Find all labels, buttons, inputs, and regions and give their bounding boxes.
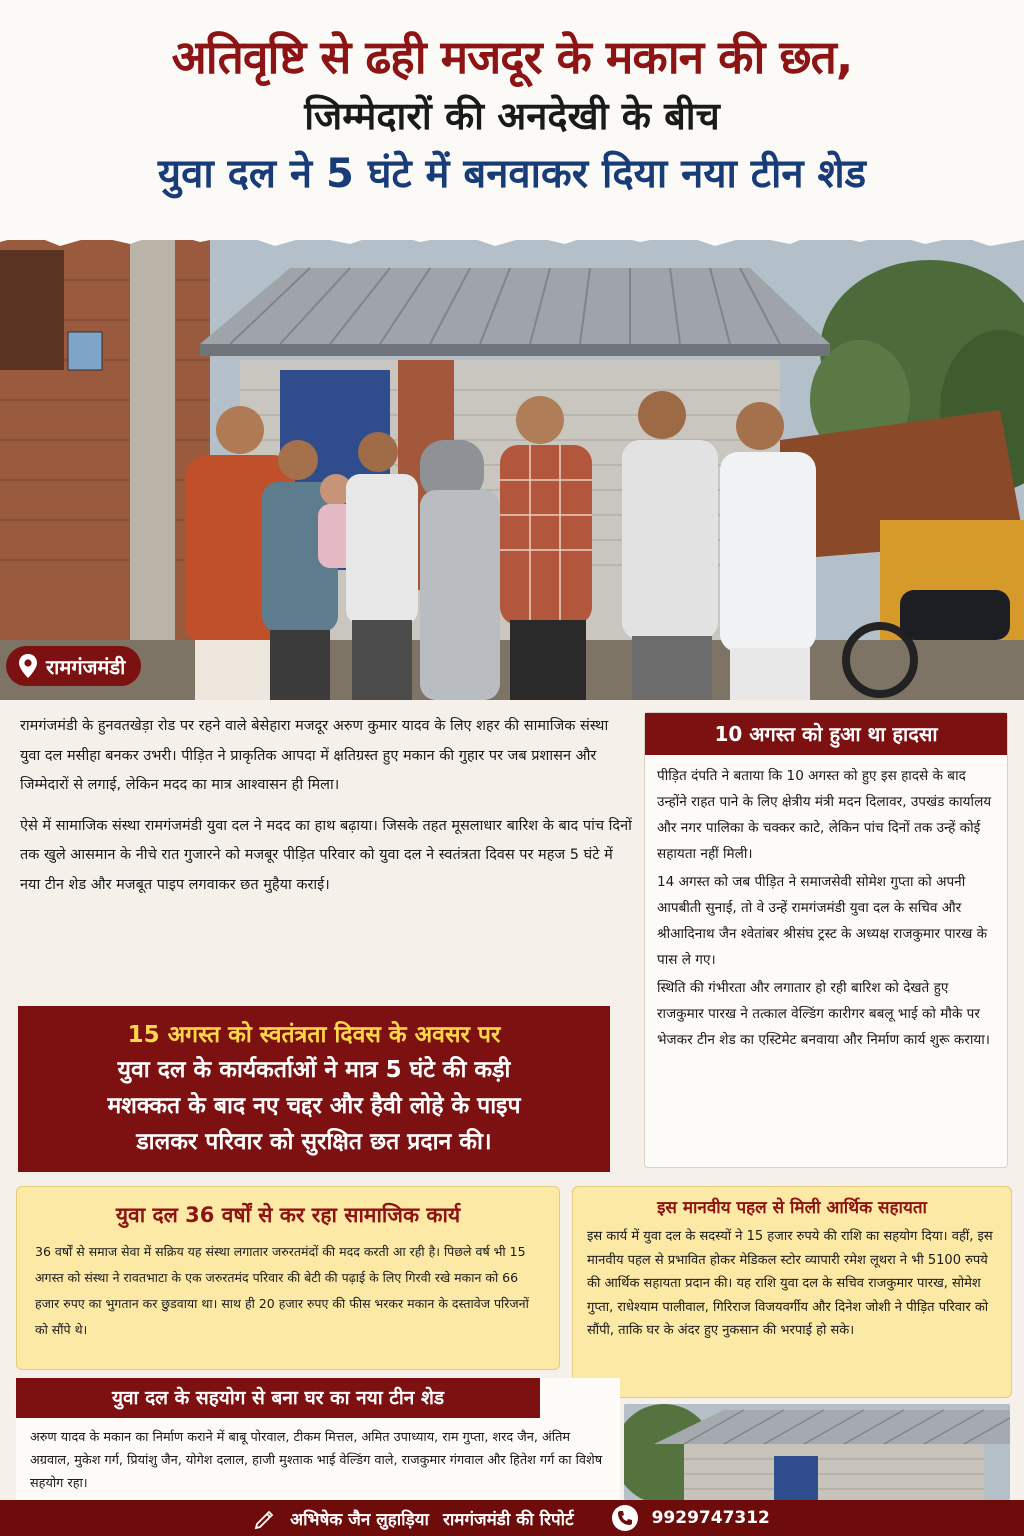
torn-paper-edge (0, 222, 1024, 256)
tin-shed-photo (624, 1404, 1010, 1500)
pen-icon (254, 1507, 276, 1529)
incident-sidebar (644, 712, 1008, 1168)
footer-author: अभिषेक जैन लुहाड़िया (290, 1509, 429, 1530)
footer-phone: 9929747312 (651, 1508, 770, 1528)
financial-aid-box (572, 1186, 1012, 1398)
highlight-box (18, 1006, 610, 1172)
sidebar-paragraph-3: स्थिति की गंभीरता और लगातार हो रही बारिश को देखते हुए राजकुमार पारख ने तत्काल वेल्डिंग कारीगर बबलू भाई को मौके पर भेजकर टीन शेड का एस्टिमेट बनवाया और निर्माण कार्य शुरू कराया। (657, 980, 990, 1048)
location-badge (6, 646, 141, 686)
headline-banner (0, 0, 1024, 240)
sidebar-title: 10 अगस्त को हुआ था हादसा (645, 713, 1007, 755)
article-paragraph-1: रामगंजमंडी के हुनवतखेड़ा रोड पर रहने वाले बेसेहारा मजदूर अरुण कुमार यादव के लिए शहर की सामाजिक संस्था युवा दल मसीहा बनकर उभरी। पीड़ित ने प्राकृतिक आपदा में क्षतिग्रस्त हुए मकान की गुहार पर जब प्रशासन और जिम्मेदारों से लगाई, लेकिन मदद का मात्र आश्वासन ही मिला। (20, 718, 609, 793)
highlight-line-1: 15 अगस्त को स्वतंत्रता दिवस के अवसर पर (127, 1022, 501, 1048)
headline-line-1: अतिवृष्टि से ढही मजदूर के मकान की छत, (171, 30, 853, 84)
tin-shed-body: अरुण यादव के मकान का निर्माण कराने में बाबू पोरवाल, टीकम मित्तल, अमित उपाध्याय, राम गुप्ता, शरद जैन, अंतिम अग्रवाल, मुकेश गर्ग, प्रियांशु जैन, योगेश दलाल, हाजी मुश्ताक भाई वेल्डिंग वाले, राजकुमार गंगवाल और हितेश गर्ग का विशेष सहयोग रहा। (30, 1430, 603, 1491)
article-paragraph-2: ऐसे में सामाजिक संस्था रामगंजमंडी युवा दल ने मदद का हाथ बढ़ाया। जिसके तहत मूसलाधार बारिश के बाद पांच दिनों तक खुले आसमान के नीचे रात गुजारने को मजबूर पीड़ित परिवार को युवा दल ने स्वतंत्रता दिवस पर महज 5 घंटे में नया टीन शेड और मजबूत पाइप लगवाकर छत मुहैया कराई। (20, 817, 632, 893)
highlight-line-2: युवा दल के कार्यकर्ताओं ने मात्र 5 घंटे की कड़ी (117, 1057, 511, 1083)
financial-aid-body: इस कार्य में युवा दल के सदस्यों ने 15 हजार रुपये की राशि का सहयोग दिया। वहीं, इस मानवीय पहल से प्रभावित होकर मेडिकल स्टोर व्यापारी रमेश लूथरा ने भी 5100 रुपये की आर्थिक सहायता प्रदान की। यह राशि युवा दल के सचिव राजकुमार पारख, सोमेश गुप्ता, राधेश्याम पालीवाल, गिरिराज विजयवर्गीय और दिनेश जोशी ने पीड़ित परिवार को सौंपी, ताकि घर के अंदर हुए नुकसान की भरपाई हो सके। (587, 1229, 993, 1338)
highlight-line-4: डालकर परिवार को सुरक्षित छत प्रदान की। (136, 1129, 492, 1155)
footer-bar (0, 1500, 1024, 1536)
location-pin-icon (18, 654, 38, 678)
article-body (20, 712, 632, 911)
highlight-line-3: मशक्कत के बाद नए चद्दर और हैवी लोहे के पाइप (107, 1093, 521, 1119)
financial-aid-title: इस मानवीय पहल से मिली आर्थिक सहायता (657, 1198, 927, 1218)
headline-line-2: जिम्मेदारों की अनदेखी के बीच (304, 94, 720, 138)
social-work-body: 36 वर्षों से समाज सेवा में सक्रिय यह संस्था लगातार जरुरतमंदों की मदद करती आ रही है। पिछले वर्ष भी 15 अगस्त को संस्था ने रावतभाटा के एक जरुरतमंद परिवार की बेटी की पढ़ाई के लिए गिरवी रखे मकान को 66 हजार रुपए का भुगतान कर छुडवाया था। साथ ही 20 हजार रुपए की फीस भरकर मकान के दस्तावेज परिजनों को सौंपे थे। (35, 1244, 529, 1337)
tin-shed-box (16, 1378, 620, 1502)
social-work-box (16, 1186, 560, 1370)
phone-icon (612, 1505, 638, 1531)
headline-line-3: युवा दल ने 5 घंटे में बनवाकर दिया नया टीन शेड (157, 151, 867, 197)
sidebar-paragraph-1: पीड़ित दंपति ने बताया कि 10 अगस्त को हुए इस हादसे के बाद उन्होंने राहत पाने के लिए क्षेत्रीय मंत्री मदन दिलावर, उपखंड कार्यालय और नगर पालिका के चक्कर काटे, लेकिन पांच दिनों तक उन्हें कोई सहायता नहीं मिली। (657, 768, 992, 862)
sidebar-paragraph-2: 14 अगस्त को जब पीड़ित ने समाजसेवी सोमेश गुप्ता को अपनी आपबीती सुनाई, तो वे उन्हें रामगंजमंडी युवा दल के सचिव और श्रीआदिनाथ जैन श्वेतांबर श्रीसंघ ट्रस्ट के अध्यक्ष राजकुमार पारख के पास ले गए। (657, 874, 988, 968)
social-work-title: युवा दल 36 वर्षों से कर रहा सामाजिक कार्य (115, 1203, 461, 1227)
location-label: रामगंजमंडी (46, 654, 126, 679)
tin-shed-title: युवा दल के सहयोग से बना घर का नया टीन शेड (16, 1378, 540, 1418)
main-photo (0, 240, 1024, 700)
footer-report: रामगंजमंडी की रिपोर्ट (442, 1509, 574, 1530)
